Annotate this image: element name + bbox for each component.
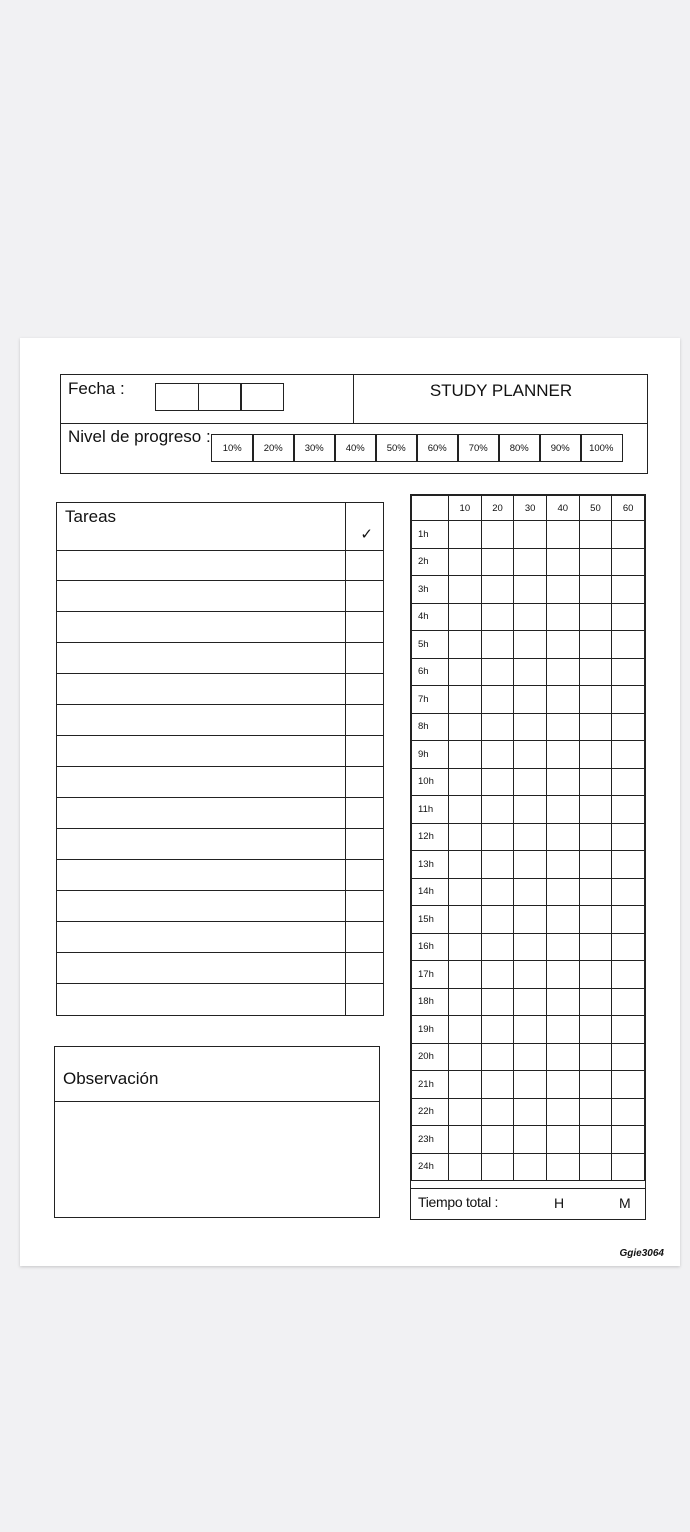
total-time-row [411, 1188, 645, 1219]
time-slot-cell[interactable] [481, 1043, 514, 1071]
hour-row [412, 658, 645, 686]
time-slot-cell[interactable] [579, 823, 612, 851]
task-row[interactable] [57, 612, 383, 643]
hour-row [412, 686, 645, 714]
time-slot-cell[interactable] [514, 1126, 547, 1154]
hour-row [412, 823, 645, 851]
hour-label: 12h [412, 823, 449, 851]
task-row[interactable] [57, 798, 383, 829]
time-slot-cell[interactable] [579, 658, 612, 686]
time-slot-cell[interactable] [579, 961, 612, 989]
time-slot-cell[interactable] [481, 851, 514, 879]
minute-column-header: 30 [514, 496, 547, 521]
hour-label: 15h [412, 906, 449, 934]
time-slot-cell[interactable] [546, 1098, 579, 1126]
time-slot-cell[interactable] [579, 1126, 612, 1154]
hour-row [412, 851, 645, 879]
time-slot-cell[interactable] [579, 851, 612, 879]
time-slot-cell[interactable] [481, 988, 514, 1016]
time-slot-cell[interactable] [612, 603, 645, 631]
time-slot-cell[interactable] [612, 1098, 645, 1126]
hour-row [412, 933, 645, 961]
time-slot-cell[interactable] [481, 576, 514, 604]
minute-column-header: 40 [546, 496, 579, 521]
minute-column-header: 10 [449, 496, 482, 521]
task-row[interactable] [57, 705, 383, 736]
time-slot-cell[interactable] [579, 631, 612, 659]
date-year-box[interactable] [240, 383, 284, 411]
hour-label: 18h [412, 988, 449, 1016]
time-slot-cell[interactable] [546, 658, 579, 686]
time-slot-cell[interactable] [546, 1043, 579, 1071]
time-slot-cell[interactable] [546, 1153, 579, 1181]
hour-label: 8h [412, 713, 449, 741]
hour-row [412, 961, 645, 989]
hour-label: 9h [412, 741, 449, 769]
time-slot-cell[interactable] [449, 1126, 482, 1154]
time-slot-cell[interactable] [546, 631, 579, 659]
hour-label: 4h [412, 603, 449, 631]
hour-row [412, 878, 645, 906]
time-slot-cell[interactable] [546, 878, 579, 906]
progress-level-cell[interactable]: 10% [211, 434, 254, 462]
time-slot-cell[interactable] [481, 768, 514, 796]
hour-row [412, 521, 645, 549]
hour-row [412, 1071, 645, 1099]
time-slot-cell[interactable] [514, 631, 547, 659]
time-slot-cell[interactable] [579, 548, 612, 576]
time-slot-cell[interactable] [514, 878, 547, 906]
time-slot-cell[interactable] [579, 576, 612, 604]
time-slot-cell[interactable] [579, 768, 612, 796]
time-slot-cell[interactable] [449, 631, 482, 659]
time-slot-cell[interactable] [579, 741, 612, 769]
total-time-label: Tiempo total : [418, 1194, 499, 1210]
time-slot-cell[interactable] [449, 878, 482, 906]
time-slot-cell[interactable] [579, 933, 612, 961]
time-slot-cell[interactable] [449, 961, 482, 989]
time-slot-cell[interactable] [514, 741, 547, 769]
hour-label: 22h [412, 1098, 449, 1126]
time-slot-cell[interactable] [481, 823, 514, 851]
hour-row [412, 548, 645, 576]
time-slot-cell[interactable] [449, 1043, 482, 1071]
time-slot-cell[interactable] [481, 1153, 514, 1181]
time-slot-cell[interactable] [514, 961, 547, 989]
hour-row [412, 1043, 645, 1071]
time-slot-cell[interactable] [514, 988, 547, 1016]
time-slot-cell[interactable] [546, 933, 579, 961]
time-slot-cell[interactable] [514, 658, 547, 686]
time-slot-cell[interactable] [546, 686, 579, 714]
time-slot-cell[interactable] [514, 768, 547, 796]
time-slot-cell[interactable] [612, 823, 645, 851]
time-slot-cell[interactable] [514, 603, 547, 631]
hour-row [412, 1153, 645, 1181]
time-slot-cell[interactable] [546, 988, 579, 1016]
hour-label: 3h [412, 576, 449, 604]
progress-level-cell[interactable]: 100% [580, 434, 623, 462]
task-row[interactable] [57, 767, 383, 798]
time-slot-cell[interactable] [579, 1016, 612, 1044]
hour-label: 1h [412, 521, 449, 549]
time-slot-cell[interactable] [579, 988, 612, 1016]
time-slot-cell[interactable] [481, 713, 514, 741]
tasks-header [57, 503, 383, 551]
progress-scale [211, 434, 623, 462]
observation-panel [54, 1046, 380, 1218]
hour-row [412, 1016, 645, 1044]
time-slot-cell[interactable] [514, 521, 547, 549]
date-month-box[interactable] [198, 383, 242, 411]
minute-column-header: 20 [481, 496, 514, 521]
time-slot-cell[interactable] [514, 906, 547, 934]
time-slot-cell[interactable] [481, 961, 514, 989]
time-slot-cell[interactable] [612, 906, 645, 934]
time-slot-cell[interactable] [481, 906, 514, 934]
total-hours-unit: H [554, 1195, 565, 1211]
time-slot-cell[interactable] [612, 1126, 645, 1154]
time-slot-cell[interactable] [546, 741, 579, 769]
hour-row [412, 796, 645, 824]
time-slot-cell[interactable] [579, 1043, 612, 1071]
time-slot-cell[interactable] [579, 796, 612, 824]
hour-label: 2h [412, 548, 449, 576]
task-row[interactable] [57, 674, 383, 705]
time-slot-cell[interactable] [514, 713, 547, 741]
time-slot-cell[interactable] [449, 1016, 482, 1044]
time-slot-cell[interactable] [546, 1126, 579, 1154]
time-slot-cell[interactable] [449, 1153, 482, 1181]
time-slot-cell[interactable] [546, 823, 579, 851]
time-slot-cell[interactable] [546, 1016, 579, 1044]
time-slot-cell[interactable] [612, 933, 645, 961]
task-row[interactable] [57, 860, 383, 891]
time-slot-cell[interactable] [449, 741, 482, 769]
corner-cell [412, 496, 449, 521]
progress-level-cell[interactable]: 60% [416, 434, 459, 462]
time-slot-cell[interactable] [449, 933, 482, 961]
checkmark-icon: ✓ [360, 526, 373, 543]
time-slot-cell[interactable] [546, 851, 579, 879]
time-slot-cell[interactable] [546, 713, 579, 741]
hour-row [412, 1126, 645, 1154]
time-slot-cell[interactable] [481, 686, 514, 714]
hour-row [412, 906, 645, 934]
time-slot-cell[interactable] [612, 741, 645, 769]
time-slot-cell[interactable] [449, 603, 482, 631]
time-slot-cell[interactable] [514, 851, 547, 879]
time-slot-cell[interactable] [449, 686, 482, 714]
time-slot-cell[interactable] [514, 1153, 547, 1181]
time-grid [410, 494, 646, 1220]
hour-label: 17h [412, 961, 449, 989]
time-slot-cell[interactable] [514, 576, 547, 604]
time-slot-cell[interactable] [449, 1071, 482, 1099]
time-slot-cell[interactable] [612, 961, 645, 989]
time-slot-cell[interactable] [481, 933, 514, 961]
progress-level-cell[interactable]: 30% [293, 434, 336, 462]
progress-level-cell[interactable]: 90% [539, 434, 582, 462]
observation-header [55, 1047, 379, 1102]
time-slot-cell[interactable] [449, 768, 482, 796]
time-slot-cell[interactable] [546, 1071, 579, 1099]
hour-row [412, 576, 645, 604]
time-slot-cell[interactable] [449, 576, 482, 604]
hour-label: 20h [412, 1043, 449, 1071]
hour-label: 21h [412, 1071, 449, 1099]
time-slot-cell[interactable] [449, 521, 482, 549]
page-title: STUDY PLANNER [429, 381, 573, 400]
time-slot-cell[interactable] [481, 1098, 514, 1126]
time-slot-cell[interactable] [449, 658, 482, 686]
hour-label: 23h [412, 1126, 449, 1154]
time-slot-cell[interactable] [612, 1043, 645, 1071]
time-slot-cell[interactable] [546, 548, 579, 576]
planner-sheet [20, 338, 680, 1266]
time-grid-table [411, 495, 645, 1181]
time-slot-cell[interactable] [612, 878, 645, 906]
time-slot-cell[interactable] [449, 713, 482, 741]
time-slot-cell[interactable] [481, 796, 514, 824]
time-slot-cell[interactable] [481, 603, 514, 631]
time-slot-cell[interactable] [449, 796, 482, 824]
hour-label: 24h [412, 1153, 449, 1181]
time-slot-cell[interactable] [579, 713, 612, 741]
task-row[interactable] [57, 891, 383, 922]
time-slot-cell[interactable] [514, 796, 547, 824]
time-slot-cell[interactable] [612, 796, 645, 824]
date-label: Fecha : [68, 379, 125, 398]
task-row[interactable] [57, 953, 383, 984]
progress-level-cell[interactable]: 20% [252, 434, 295, 462]
time-slot-cell[interactable] [579, 686, 612, 714]
task-row[interactable] [57, 829, 383, 860]
hour-label: 6h [412, 658, 449, 686]
date-day-box[interactable] [155, 383, 199, 411]
hour-row [412, 768, 645, 796]
time-slot-cell[interactable] [449, 1098, 482, 1126]
time-slot-cell[interactable] [514, 823, 547, 851]
time-slot-cell[interactable] [612, 851, 645, 879]
time-slot-cell[interactable] [612, 686, 645, 714]
hour-row [412, 631, 645, 659]
time-slot-cell[interactable] [546, 906, 579, 934]
task-row[interactable] [57, 643, 383, 674]
hour-label: 16h [412, 933, 449, 961]
time-slot-cell[interactable] [579, 1071, 612, 1099]
tasks-panel [56, 502, 384, 1016]
time-slot-cell[interactable] [481, 878, 514, 906]
time-slot-cell[interactable] [481, 521, 514, 549]
time-slot-cell[interactable] [546, 961, 579, 989]
time-slot-cell[interactable] [579, 603, 612, 631]
time-slot-cell[interactable] [481, 548, 514, 576]
task-row[interactable] [57, 736, 383, 767]
time-slot-cell[interactable] [612, 1071, 645, 1099]
hour-label: 19h [412, 1016, 449, 1044]
hour-label: 11h [412, 796, 449, 824]
time-slot-cell[interactable] [612, 988, 645, 1016]
progress-level-cell[interactable]: 80% [498, 434, 541, 462]
progress-level-cell[interactable]: 50% [375, 434, 418, 462]
time-slot-cell[interactable] [514, 686, 547, 714]
time-slot-cell[interactable] [579, 878, 612, 906]
time-slot-cell[interactable] [449, 988, 482, 1016]
time-slot-cell[interactable] [481, 1126, 514, 1154]
minute-header-row [412, 496, 645, 521]
time-slot-cell[interactable] [546, 796, 579, 824]
time-slot-cell[interactable] [481, 631, 514, 659]
time-slot-cell[interactable] [481, 658, 514, 686]
task-row[interactable] [57, 581, 383, 612]
time-slot-cell[interactable] [612, 521, 645, 549]
hour-row [412, 1098, 645, 1126]
hour-label: 14h [412, 878, 449, 906]
time-slot-cell[interactable] [612, 631, 645, 659]
time-slot-cell[interactable] [514, 1043, 547, 1071]
time-slot-cell[interactable] [612, 548, 645, 576]
progress-row [61, 423, 647, 476]
hour-row [412, 713, 645, 741]
time-slot-cell[interactable] [449, 548, 482, 576]
hour-label: 13h [412, 851, 449, 879]
total-minutes-unit: M [619, 1195, 631, 1211]
time-slot-cell[interactable] [481, 1071, 514, 1099]
tasks-title: Tareas [65, 507, 117, 526]
minute-column-header: 60 [612, 496, 645, 521]
time-slot-cell[interactable] [579, 1153, 612, 1181]
date-boxes [155, 383, 284, 411]
signature: Ggie3064 [619, 1248, 664, 1259]
time-slot-cell[interactable] [612, 713, 645, 741]
minute-column-header: 50 [579, 496, 612, 521]
hour-row [412, 603, 645, 631]
time-slot-cell[interactable] [612, 768, 645, 796]
time-slot-cell[interactable] [514, 1071, 547, 1099]
date-section [61, 375, 354, 423]
observation-title: Observación [63, 1069, 159, 1088]
time-slot-cell[interactable] [481, 741, 514, 769]
time-slot-cell[interactable] [579, 1098, 612, 1126]
time-slot-cell[interactable] [612, 576, 645, 604]
observation-area[interactable] [55, 1101, 379, 1219]
time-slot-cell[interactable] [546, 768, 579, 796]
time-slot-cell[interactable] [449, 823, 482, 851]
time-slot-cell[interactable] [449, 906, 482, 934]
time-slot-cell[interactable] [514, 933, 547, 961]
time-slot-cell[interactable] [514, 1098, 547, 1126]
header-panel [60, 374, 648, 474]
progress-label: Nivel de progreso : [68, 427, 211, 446]
progress-level-cell[interactable]: 70% [457, 434, 500, 462]
hour-row [412, 741, 645, 769]
time-slot-cell[interactable] [546, 521, 579, 549]
hour-label: 5h [412, 631, 449, 659]
time-slot-cell[interactable] [546, 576, 579, 604]
hour-label: 7h [412, 686, 449, 714]
time-slot-cell[interactable] [612, 1016, 645, 1044]
time-slot-cell[interactable] [481, 1016, 514, 1044]
time-slot-cell[interactable] [514, 548, 547, 576]
task-row[interactable] [57, 922, 383, 953]
time-slot-cell[interactable] [514, 1016, 547, 1044]
time-slot-cell[interactable] [546, 603, 579, 631]
progress-level-cell[interactable]: 40% [334, 434, 377, 462]
hour-label: 10h [412, 768, 449, 796]
time-slot-cell[interactable] [579, 521, 612, 549]
task-row[interactable] [57, 984, 383, 1015]
time-slot-cell[interactable] [612, 658, 645, 686]
task-row[interactable] [57, 550, 383, 581]
time-slot-cell[interactable] [449, 851, 482, 879]
hour-row [412, 988, 645, 1016]
time-slot-cell[interactable] [579, 906, 612, 934]
time-slot-cell[interactable] [612, 1153, 645, 1181]
